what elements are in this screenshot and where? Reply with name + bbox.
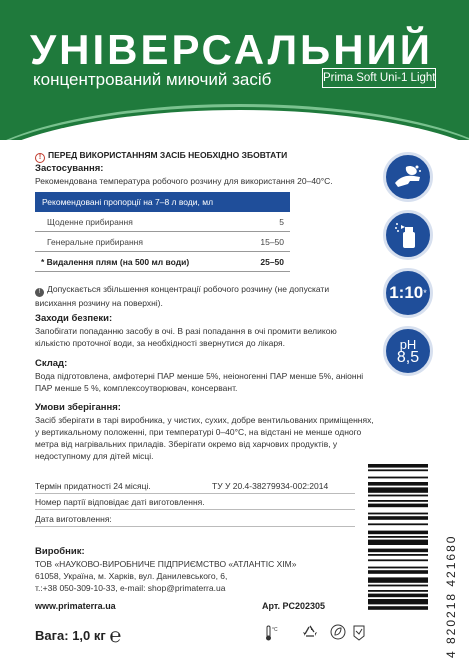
ph-badge: pH 8,5 xyxy=(383,326,433,376)
estimated-sign: ℮ xyxy=(109,625,122,647)
barcode-bar xyxy=(368,464,428,468)
barcode-bar xyxy=(368,606,428,610)
article-number: Арт. PC202305 xyxy=(262,601,326,611)
temperature-icon xyxy=(258,624,280,642)
barcode-bar xyxy=(368,585,428,587)
batch-info: Номер партії відповідає даті виготовлення. xyxy=(35,497,205,507)
tu-number: ТУ У 20.4-38279934-002:2014 xyxy=(212,481,329,491)
header-banner xyxy=(0,0,469,140)
table-row: Щоденне прибирання 5 xyxy=(35,212,290,232)
barcode-bar xyxy=(368,536,428,538)
barcode-bar xyxy=(368,504,428,508)
barcode-bar xyxy=(368,516,428,520)
barcode-bar xyxy=(368,523,428,525)
website-link[interactable]: www.primaterra.ua xyxy=(35,601,116,611)
table-row: Генеральне прибирання 15–50 xyxy=(35,232,290,252)
table-header: Рекомендовані пропорції на 7–8 л води, мл xyxy=(35,192,290,212)
barcode-bar xyxy=(368,559,428,561)
storage-text: Засіб зберігати в тарі виробника, у чистих, сухих, добре вентильованих приміщеннях, у вертикальному положенні, при температурі 0–40°C, на відстані не менше одного метра від нагрівальних приладів. Зберігати окремо від харчових продуктів, у недоступному для дітей місці. xyxy=(35,415,374,461)
barcode-bar xyxy=(368,477,428,479)
dilution-ratio-badge: 1:10 * xyxy=(383,268,433,318)
product-subtitle: концентрований миючий засіб xyxy=(33,70,272,89)
shelf-life: Термін придатності 24 місяці. xyxy=(35,481,151,491)
info-icon: ! xyxy=(35,288,44,297)
barcode-bar xyxy=(368,540,428,545)
barcode-bar xyxy=(368,590,428,592)
barcode-bar xyxy=(368,549,428,553)
barcode-bar xyxy=(368,487,428,492)
divider xyxy=(35,493,355,494)
barcode-bar xyxy=(368,554,428,556)
warning-icon: ! xyxy=(35,153,45,163)
barcode xyxy=(368,462,428,658)
safety-text: Запобігати попаданню засобу в очі. В разі попадання в очі промити великою кількістю проточної води, за необхідності звернутися до лікаря. xyxy=(35,326,337,348)
brand-box: Prima Soft Uni-1 Light xyxy=(322,68,436,88)
shake-warning: ! ПЕРЕД ВИКОРИСТАННЯМ ЗАСІБ НЕОБХІДНО ЗБОВТАТИ xyxy=(35,150,287,163)
barcode-bar xyxy=(368,567,428,569)
spray-bottle-badge xyxy=(383,210,433,260)
storage-heading: Умови зберігання: xyxy=(35,402,121,413)
barcode-bar xyxy=(368,469,428,471)
barcode-bar xyxy=(368,577,428,582)
spray-bottle-icon xyxy=(393,220,423,250)
divider xyxy=(35,509,355,510)
product-title: УНІВЕРСАЛЬНИЙ xyxy=(30,26,433,73)
concentration-note: ! Допускається збільшення концентрації робочого розчину (не допускати висихання розчину на поверхні). xyxy=(35,284,330,308)
barcode-bar xyxy=(368,570,428,574)
barcode-bar xyxy=(368,513,428,515)
composition-text: Вода підготовлена, амфотерні ПАР менше 5%, неіоногенні ПАР менше 5%, аніонні ПАР менше 5 %, комплексоутворювач, консервант. xyxy=(35,371,364,393)
usage-heading: Застосування: xyxy=(35,163,104,174)
barcode-bar xyxy=(368,500,428,502)
barcode-digits: 4 820218 421680 xyxy=(444,534,458,658)
certification-icon xyxy=(352,624,366,642)
manufacturer-contacts: т.:+38 050-309-10-33, e-mail: shop@primaterra.ua xyxy=(35,583,226,593)
barcode-bar xyxy=(368,594,428,598)
barcode-bar xyxy=(368,482,428,486)
hand-cleaning-icon xyxy=(392,163,424,191)
manufacturer-address: 61058, Україна, м. Харків, вул. Данилевського, 6, xyxy=(35,571,228,581)
usage-text: Рекомендована температура робочого розчину для використання 20–40°C. xyxy=(35,176,333,186)
manufacturer-heading: Виробник: xyxy=(35,546,85,557)
net-weight: Вага: 1,0 кг ℮ xyxy=(35,625,122,647)
table-row: * Видалення плям (на 500 мл води) 25–50 xyxy=(35,252,290,272)
barcode-bar xyxy=(368,531,428,535)
composition-heading: Склад: xyxy=(35,358,68,369)
proportions-table xyxy=(35,192,290,272)
divider xyxy=(35,526,355,527)
barcode-bar xyxy=(368,495,428,497)
recycle-icon xyxy=(302,624,318,640)
made-date: Дата виготовлення: xyxy=(35,514,112,524)
svg-text:°C: °C xyxy=(272,627,278,633)
barcode-bar xyxy=(368,599,428,604)
safety-heading: Заходи безпеки: xyxy=(35,313,113,324)
hand-cleaning-badge xyxy=(383,152,433,202)
manufacturer-name: ТОВ «НАУКОВО-ВИРОБНИЧЕ ПІДПРИЄМСТВО «АТЛАНТІС ХІМ» xyxy=(35,559,297,569)
eco-icon xyxy=(330,624,346,640)
